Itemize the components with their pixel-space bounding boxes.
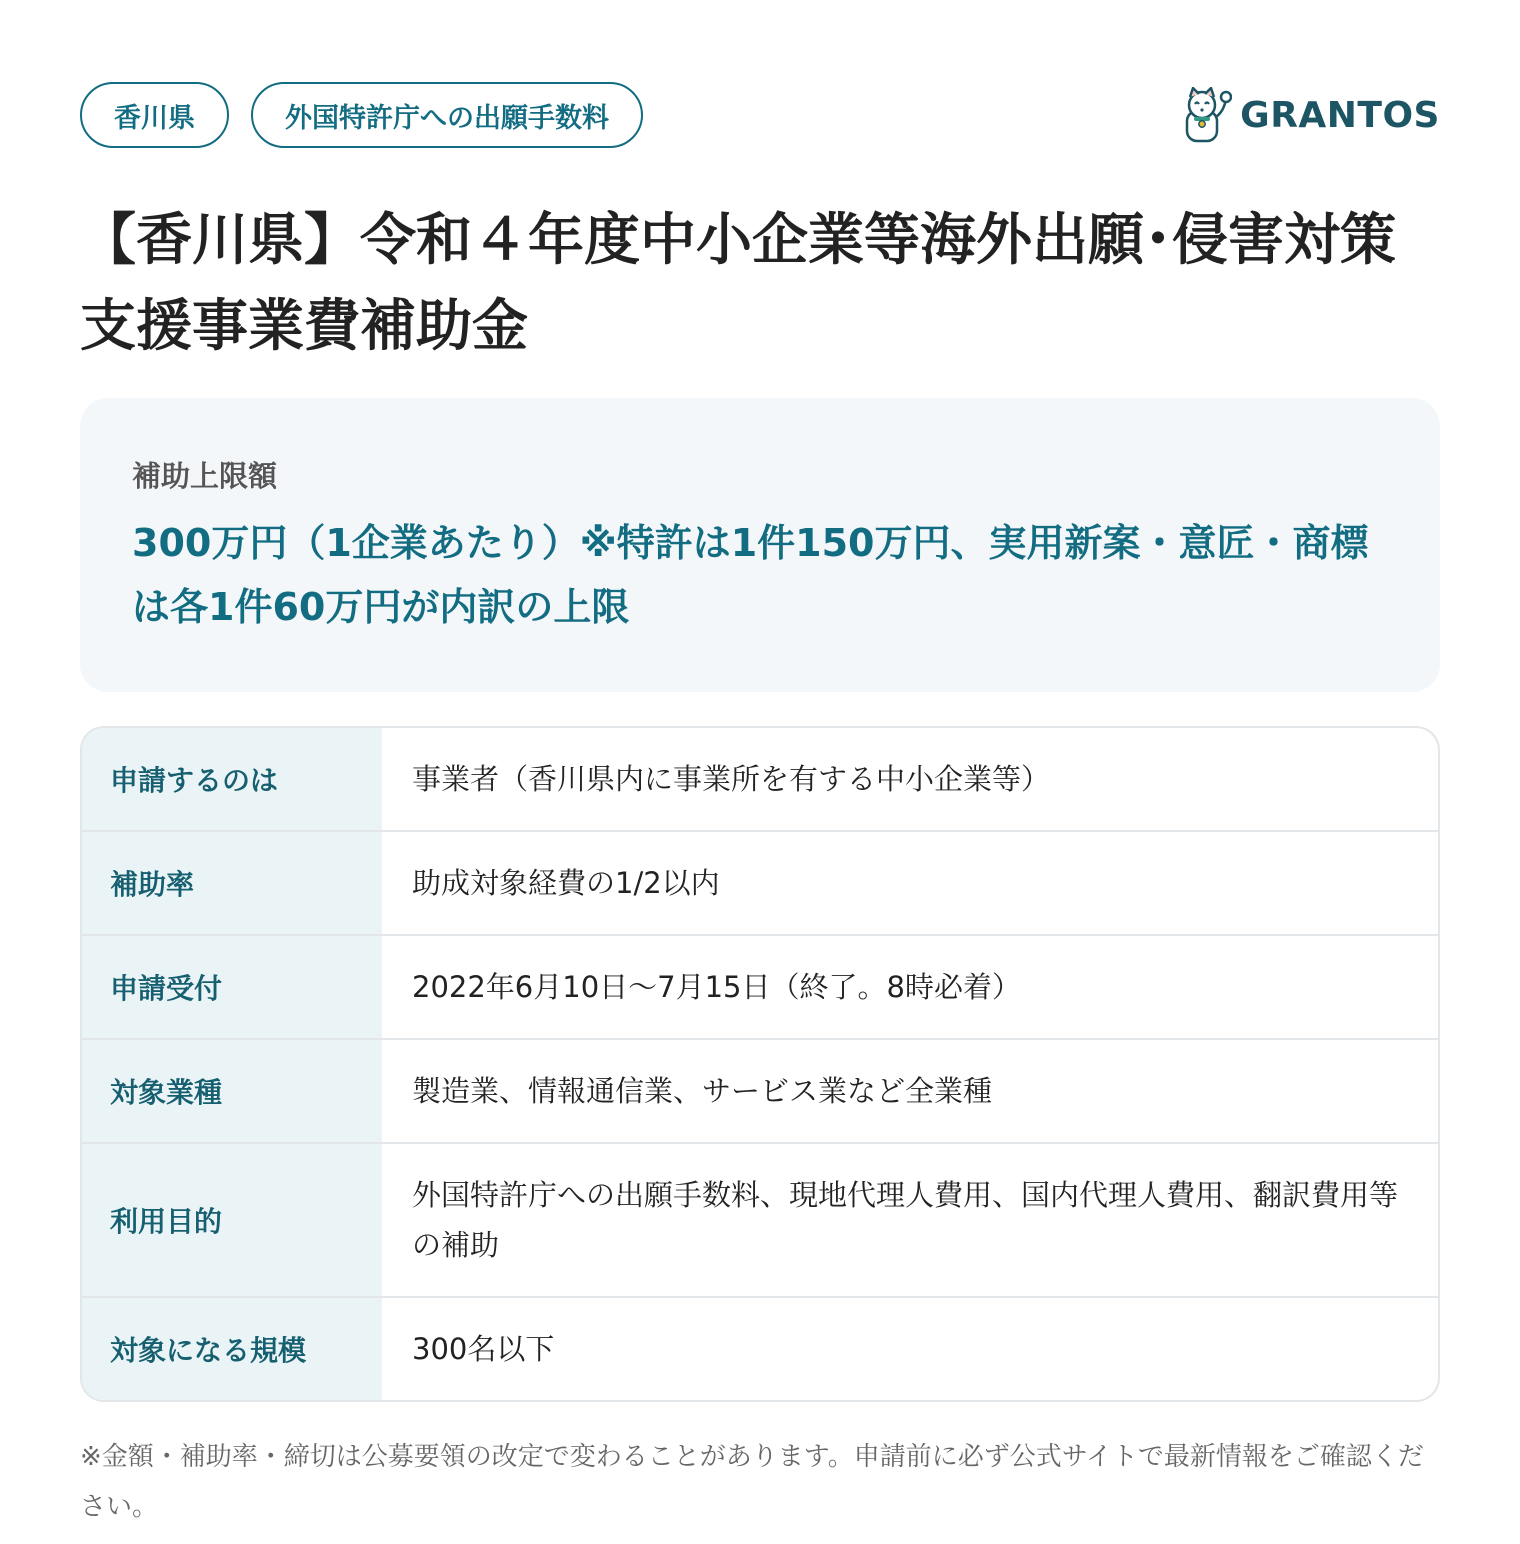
grant-limit-label: 補助上限額 [132, 459, 278, 493]
disclaimer-note: ※金額・補助率・締切は公募要領の改定で変わることがあります。申請前に必ず公式サイトで最新情報をご確認ください。 [80, 1442, 1424, 1522]
row-label: 対象になる規模 [82, 1298, 382, 1400]
row-label: 利用目的 [82, 1144, 382, 1296]
header [80, 80, 1440, 150]
row-value: 製造業、情報通信業、サービス業など全業種 [412, 1074, 993, 1108]
row-value: 外国特許庁への出願手数料、現地代理人費用、国内代理人費用、翻訳費用等の補助 [412, 1178, 1399, 1262]
row-value: 300名以下 [412, 1332, 555, 1366]
tag-list [80, 82, 643, 148]
row-label: 申請するのは [82, 728, 382, 830]
row-label: 補助率 [82, 832, 382, 934]
page-title: 【香川県】令和４年度中小企業等海外出願･侵害対策支援事業費補助金 [80, 208, 1396, 359]
table-row-industry [82, 1040, 1438, 1144]
row-value: 助成対象経費の1/2以内 [412, 866, 720, 900]
grantos-logo[interactable] [1184, 87, 1440, 143]
row-label: 対象業種 [82, 1040, 382, 1142]
table-row-purpose [82, 1144, 1438, 1298]
table-row-company-size [82, 1298, 1438, 1400]
row-value: 事業者（香川県内に事業所を有する中小企業等） [412, 762, 1051, 796]
row-value: 2022年6月10日〜7月15日（終了。8時必着） [412, 970, 1021, 1004]
lucky-cat-icon [1184, 87, 1232, 143]
grant-limit-box [80, 398, 1440, 692]
table-row-applicant [82, 728, 1438, 832]
table-row-subsidy-rate [82, 832, 1438, 936]
table-row-application-period [82, 936, 1438, 1040]
tag-prefecture[interactable]: 香川県 [80, 82, 229, 148]
row-label: 申請受付 [82, 936, 382, 1038]
logo-text: GRANTOS [1240, 94, 1440, 136]
grant-limit-value: 300万円（1企業あたり）※特許は1件150万円、実用新案・意匠・商標は各1件60万円が内訳の上限 [132, 521, 1369, 629]
info-table [80, 726, 1440, 1402]
tag-category[interactable]: 外国特許庁への出願手数料 [251, 82, 643, 148]
